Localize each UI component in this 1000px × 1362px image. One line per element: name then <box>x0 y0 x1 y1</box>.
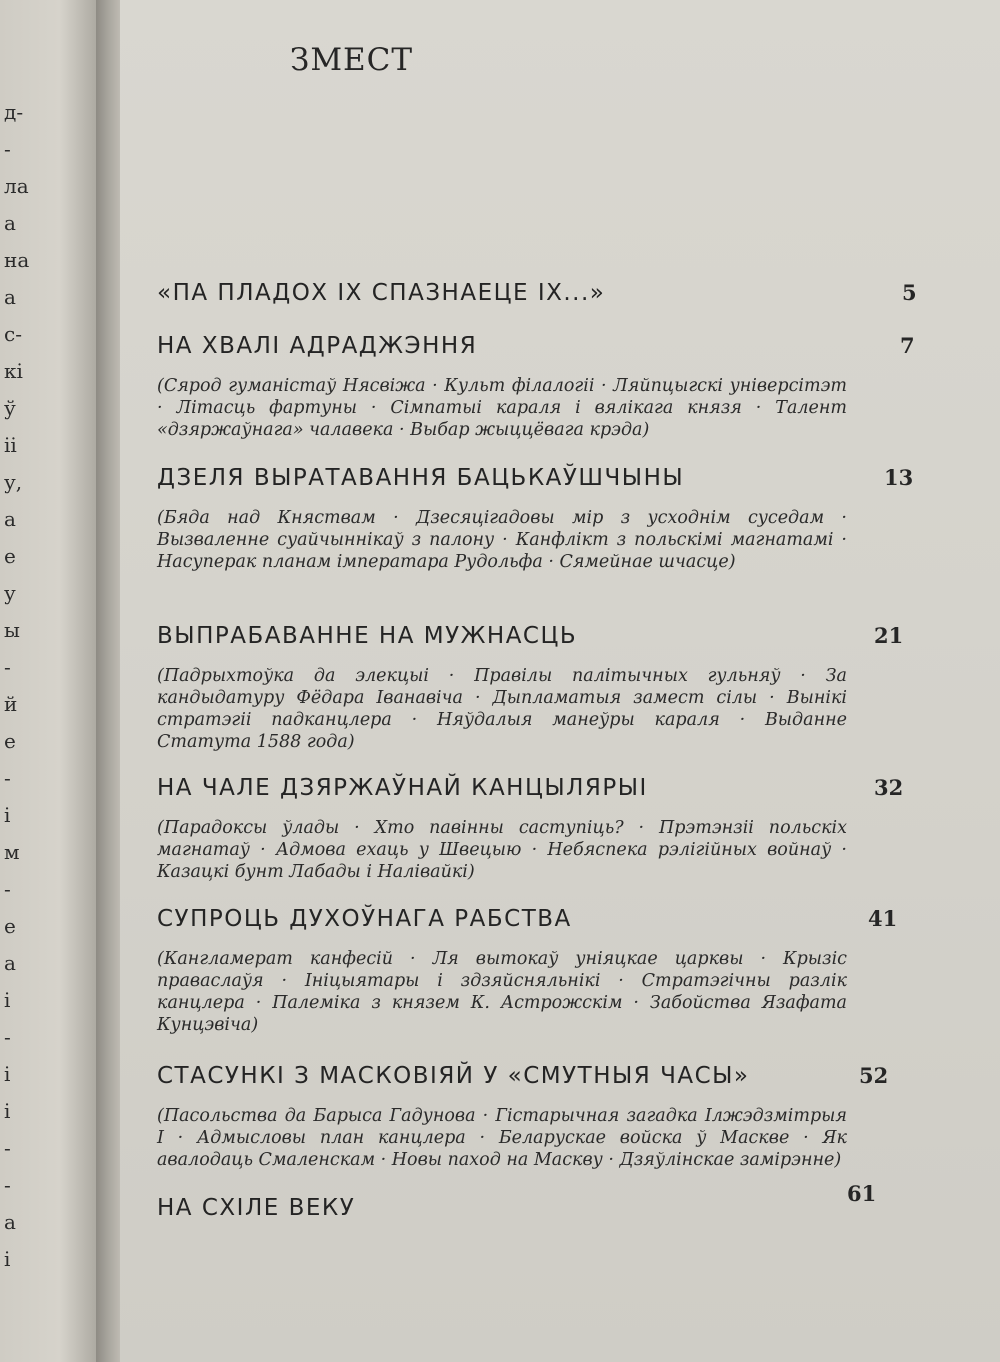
toc-entry-page: 5 <box>902 280 917 305</box>
left-page-text-fragment: а <box>4 951 16 975</box>
toc-entry-subtitle: (Парадоксы ўлады · Хто павінны саступіць? · Прэтэнзіі польскіх магнатаў · Адмова ехаць у Швецыю · Небяспека рэлігійных войнаў · Казацкі бунт Лабады і Налівайкі) <box>157 818 847 882</box>
left-page-text-fragment: - <box>4 137 11 161</box>
toc-entry-page: 7 <box>900 333 915 358</box>
left-page-text-fragment: і <box>4 803 11 827</box>
toc-entry <box>157 906 947 1036</box>
toc-entry-title: ДЗЕЛЯ ВЫРАТАВАННЯ БАЦЬКАЎШЧЫНЫ <box>157 465 685 491</box>
left-page-text-fragment: і <box>4 1247 11 1271</box>
toc-entry-page: 32 <box>874 775 904 800</box>
left-page-text-fragment: і <box>4 988 11 1012</box>
left-page-text-fragment: - <box>4 1136 11 1160</box>
left-page-text-fragment: а <box>4 211 16 235</box>
toc-entry-subtitle: (Сярод гуманістаў Нясвіжа · Культ філалогіі · Ляйпцыгскі універсітэт · Літасць фартуны · Сімпатыі караля і вялікага князя · Талент «дзяржаўнага» чалавека · Выбар жыццёвага крэда) <box>157 376 847 440</box>
toc-entry-page: 61 <box>847 1181 877 1206</box>
left-page-text-fragment: е <box>4 914 16 938</box>
left-page-text-fragment: ла <box>4 174 29 198</box>
toc-entry-subtitle: (Пасольства да Барыса Гадунова · Гістарычная загадка Ілжэдзмітрыя I · Адмысловы план канцлера · Беларускае войска ў Маскве · Як авалодаць Смаленскам · Новы паход на Маскву · Дзяўлінскае замірэнне) <box>157 1106 847 1170</box>
toc-entry-title: СУПРОЦЬ ДУХОЎНАГА РАБСТВА <box>157 906 572 932</box>
toc-entry <box>157 1063 947 1171</box>
left-page-text-fragment: а <box>4 285 16 309</box>
left-page-text-fragment: а <box>4 1210 16 1234</box>
toc-entry-subtitle: (Бяда над Княствам · Дзесяцігадовы мір з усходнім суседам · Вызваленне суайчыннікаў з палону · Канфлікт з польскімі магнатамі · Насуперак планам імператара Рудольфа · Сямейнае шчасце) <box>157 508 847 572</box>
toc-entry-subtitle: (Падрыхтоўка да элекцыі · Правілы палітычных гульняў · За кандыдатуру Фёдара Іванавіча · Дыпламатыя замест сілы · Вынікі стратэгіі падканцлера · Няўдалыя манеўры караля · Выданне Статута 1588 года) <box>157 666 847 752</box>
left-page-text-fragment: е <box>4 729 16 753</box>
left-page-text-fragment: у <box>4 581 16 605</box>
left-page-text-fragment: м <box>4 840 20 864</box>
toc-entry-title: НА СХІЛЕ ВЕКУ <box>157 1195 356 1221</box>
left-page-text-fragment: на <box>4 248 30 272</box>
left-page-text-fragment: - <box>4 655 11 679</box>
toc-entry-title: СТАСУНКІ З МАСКОВІЯЙ У «СМУТНЫЯ ЧАСЫ» <box>157 1063 750 1089</box>
toc-entry <box>157 775 947 883</box>
toc-entry-title: НА ХВАЛІ АДРАДЖЭННЯ <box>157 333 478 359</box>
left-page-text-fragment: с- <box>4 322 22 346</box>
toc-entry-page: 13 <box>884 465 914 490</box>
left-page-text-fragment: - <box>4 877 11 901</box>
toc-entry-page: 41 <box>868 906 898 931</box>
toc-entry-title: НА ЧАЛЕ ДЗЯРЖАЎНАЙ КАНЦЫЛЯРЫІ <box>157 775 648 801</box>
left-page-text-fragment: й <box>4 692 18 716</box>
toc-entry <box>157 1181 947 1221</box>
left-page-text-fragment: - <box>4 1173 11 1197</box>
toc-entry-page: 21 <box>874 623 904 648</box>
left-page-text-fragment: - <box>4 1025 11 1049</box>
left-page-text-fragment: у, <box>4 470 23 494</box>
left-page-text-fragment: ў <box>4 396 16 420</box>
toc-entry-page: 52 <box>859 1063 889 1088</box>
toc-entry-title: «ПА ПЛАДОХ ІХ СПАЗНАЕЦЕ ІХ...» <box>157 280 606 306</box>
toc-entry <box>157 623 947 753</box>
left-page-text-fragment: а <box>4 507 16 531</box>
left-page-text-fragment: д- <box>4 100 24 124</box>
left-page-text-fragment: і <box>4 1099 11 1123</box>
toc-entry-subtitle: (Кангламерат канфесій · Ля вытокаў уніяцкае царквы · Крызіс праваслаўя · Ініцыятары і здзяйсняльнікі · Стратэгічны разлік канцлера · Палеміка з князем К. Астрожскім · Забойства Язафата Кунцэвіча) <box>157 949 847 1035</box>
left-page-text-fragment: ii <box>4 433 17 457</box>
left-page-text-fragment: кі <box>4 359 23 383</box>
left-page-text-fragment: ы <box>4 618 20 642</box>
left-page-text-fragment: і <box>4 1062 11 1086</box>
page-title: ЗМЕСТ <box>290 42 414 78</box>
toc-entry <box>157 280 947 306</box>
left-page-edge <box>0 0 100 1362</box>
toc-entry-title: ВЫПРАБАВАННЕ НА МУЖНАСЦЬ <box>157 623 578 649</box>
left-page-text-fragment: - <box>4 766 11 790</box>
toc-entry <box>157 333 947 441</box>
left-page-text-fragment: е <box>4 544 16 568</box>
toc-entry <box>157 465 947 573</box>
